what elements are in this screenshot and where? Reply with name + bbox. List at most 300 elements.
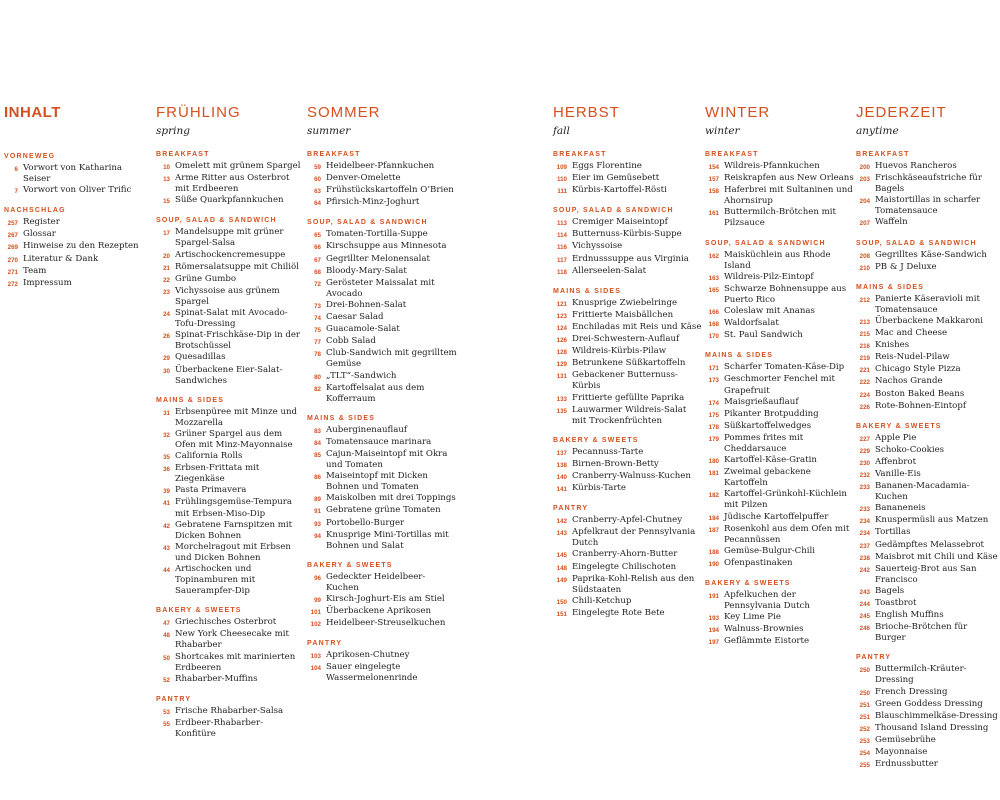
toc-entry[interactable] [705,467,855,489]
toc-entry[interactable] [705,397,855,409]
recipe-title: Allerseelen-Salat [572,265,647,276]
page-number: 270 [7,256,18,264]
toc-entry[interactable] [856,711,1000,723]
recipe-title: Aprikosen-Chutney [326,650,410,661]
toc-entry[interactable] [856,433,1000,445]
toc-entry[interactable] [307,493,457,505]
toc-entry[interactable] [553,527,703,549]
recipe-title: English Muffins [875,610,944,621]
page-number: 135 [556,407,567,415]
page-number: 148 [556,564,567,572]
recipe-title: New York Cheesecake mit Rhabarber [175,629,289,651]
page-number: 64 [314,200,321,208]
toc-entry[interactable] [307,241,457,253]
toc-entry[interactable] [307,662,457,684]
toc-entry[interactable] [856,515,1000,527]
toc-entry[interactable] [156,286,302,308]
recipe-title: Artischockencremesuppe [175,249,286,260]
section-heading: BAKERY & SWEETS [156,607,242,615]
toc-entry[interactable] [307,371,457,383]
page-number: 145 [556,552,567,560]
page-number: 204 [859,198,870,206]
recipe-title: Eier im Gemüsebett [572,173,660,184]
toc-entry[interactable] [856,552,1000,564]
toc-entry[interactable] [856,598,1000,610]
toc-entry[interactable] [156,718,302,740]
toc-entry[interactable] [307,606,457,618]
toc-entry[interactable] [705,433,855,455]
recipe-title: Pfirsich-Minz-Joghurt [326,197,420,208]
toc-entry[interactable] [156,352,302,364]
recipe-title: Vanille-Eis [875,468,921,479]
page-number: 233 [859,484,870,492]
page-number: 128 [556,349,567,357]
page-number: 103 [310,653,321,661]
toc-entry[interactable] [553,161,703,173]
toc-entry[interactable] [156,652,302,674]
toc-entry[interactable] [553,185,703,197]
chapter-heading: SOMMER [307,104,381,121]
toc-entry[interactable] [705,524,855,546]
recipe-title: Club-Sandwich mit gegrilltem Gemüse [326,348,457,370]
page-number: 221 [859,367,870,375]
recipe-title: Reiskrapfen aus New Orleans [724,173,854,184]
toc-entry[interactable] [4,163,144,185]
toc-entry[interactable] [856,610,1000,622]
toc-entry[interactable] [553,562,703,574]
recipe-title: Vorwort von Oliver Trific [23,185,132,196]
toc-entry[interactable] [307,572,457,594]
recipe-title: Kartoffel-Käse-Gratin [724,455,817,466]
toc-entry[interactable] [705,546,855,558]
toc-entry[interactable] [4,278,144,290]
toc-entry[interactable] [156,250,302,262]
toc-entry[interactable] [553,334,703,346]
page-number: 140 [556,473,567,481]
toc-entry[interactable] [856,340,1000,352]
toc-entry[interactable] [856,401,1000,413]
toc-entry[interactable] [856,735,1000,747]
toc-entry[interactable] [156,485,302,497]
page-number: 251 [859,713,870,721]
page-number: 190 [708,560,719,568]
page-number: 154 [708,164,719,171]
page-number: 17 [163,230,170,238]
recipe-title: Heidelbeer-Pfannkuchen [326,161,435,171]
toc-entry[interactable] [307,530,457,552]
toc-entry[interactable] [856,195,1000,217]
toc-entry[interactable] [705,318,855,330]
section-heading: BREAKFAST [553,151,607,158]
section-heading: PANTRY [553,505,589,513]
toc-entry[interactable] [705,590,855,612]
recipe-title: Caesar Salad [326,312,384,323]
recipe-title: Kartoffel-Grünkohl-Küchlein mit Pilzen [724,489,847,511]
toc-entry[interactable] [705,161,855,173]
toc-entry[interactable] [856,527,1000,539]
recipe-title: Affenbrot [875,456,917,467]
page-number: 162 [708,252,719,260]
toc-entry[interactable] [156,227,302,249]
toc-entry[interactable] [705,250,855,272]
toc-entry[interactable] [856,262,1000,274]
toc-entry[interactable] [856,586,1000,598]
recipe-title: Apfelkuchen der Pennsylvania Dutch [724,590,810,612]
toc-entry[interactable] [156,617,302,629]
toc-entry[interactable] [553,574,703,596]
page-number: 44 [163,567,170,574]
recipe-title: Knusprige Mini-Tortillas mit Bohnen und Salat [326,529,449,551]
toc-entry[interactable] [553,405,703,427]
page-number: 116 [557,244,567,252]
toc-entry[interactable] [156,451,302,463]
toc-entry[interactable] [307,425,457,437]
recipe-title: Frühstückskartoffeln O’Brien [326,185,454,196]
toc-entry[interactable] [553,266,703,278]
page-number: 255 [859,762,870,770]
toc-entry[interactable] [307,266,457,278]
section-heading: MAINS & SIDES [856,283,925,291]
toc-entry[interactable] [705,558,855,570]
page-number: 24 [163,311,170,319]
toc-entry[interactable] [856,481,1000,503]
toc-entry[interactable] [553,515,703,527]
toc-entry[interactable] [705,272,855,284]
toc-entry[interactable] [856,217,1000,229]
toc-entry[interactable] [307,348,457,370]
page-number: 207 [859,220,870,228]
toc-entry[interactable] [705,512,855,524]
toc-entry[interactable] [856,161,1000,173]
recipe-title: Maisbrot mit Chili und Käse [875,551,998,562]
toc-entry[interactable] [156,407,302,429]
toc-entry[interactable] [856,699,1000,711]
toc-entry[interactable] [307,336,457,348]
toc-column [307,104,457,685]
page-number: 158 [708,188,719,196]
toc-entry[interactable] [156,262,302,274]
chapter-subtitle: spring [156,125,190,137]
toc-entry[interactable] [705,636,855,648]
toc-entry[interactable] [156,497,302,519]
toc-entry[interactable] [705,185,855,207]
toc-entry[interactable] [156,330,302,352]
section-heading: SOUP, SALAD & SANDWICH [307,219,428,227]
toc-entry[interactable] [553,358,703,370]
page-number: 166 [708,309,719,317]
recipe-title: Grüner Spargel aus dem Ofen mit Minz-Mayonnaise [175,428,293,450]
recipe-title: Enchiladas mit Reis und Käse [572,321,702,332]
toc-entry[interactable] [856,328,1000,340]
page-number: 80 [314,373,321,381]
toc-entry[interactable] [307,518,457,530]
chapter-subtitle: winter [705,125,740,137]
page-number: 131 [556,373,567,381]
page-number: 96 [314,574,321,582]
recipe-title: Gerösteter Maissalat mit Avocado [326,277,435,299]
toc-entry[interactable] [156,195,302,207]
toc-entry[interactable] [856,723,1000,735]
page-number: 174 [708,399,719,407]
toc-entry[interactable] [307,300,457,312]
page-number: 253 [859,737,870,745]
page-number: 252 [859,725,870,733]
page-number: 124 [556,324,567,332]
page-number: 121 [556,300,567,308]
toc-entry[interactable] [705,409,855,421]
recipe-title: Gegrilltes Käse-Sandwich [875,249,987,260]
toc-entry[interactable] [307,471,457,493]
toc-entry[interactable] [553,229,703,241]
toc-entry[interactable] [856,294,1000,316]
toc-entry[interactable] [553,608,703,620]
toc-entry[interactable] [856,622,1000,644]
recipe-title: St. Paul Sandwich [724,330,803,341]
page-number: 234 [859,530,870,538]
recipe-title: PB & J Deluxe [875,261,937,272]
toc-entry[interactable] [4,266,144,278]
toc-entry[interactable] [156,429,302,451]
toc-entry[interactable] [553,370,703,392]
recipe-title: Vorwort von Katharina Seiser [23,163,122,185]
section-heading: PANTRY [307,640,343,648]
recipe-title: Grüne Gumbo [175,273,237,284]
toc-entry[interactable] [856,564,1000,586]
page-number: 66 [314,244,321,252]
recipe-title: Tomatensauce marinara [326,436,432,447]
page-number: 117 [557,256,567,264]
toc-entry[interactable] [553,471,703,483]
toc-entry[interactable] [553,217,703,229]
toc-entry[interactable] [705,330,855,342]
page-number: 203 [859,176,870,184]
page-number: 173 [708,377,719,385]
toc-entry[interactable] [307,505,457,517]
toc-entry[interactable] [156,520,302,542]
toc-entry[interactable] [307,650,457,662]
section-heading: MAINS & SIDES [553,287,622,295]
page-number: 187 [708,526,719,534]
toc-entry[interactable] [856,352,1000,364]
recipe-title: Knusprige Zwiebelringe [572,297,678,308]
recipe-title: Blauschimmelkäse-Dressing [875,710,998,721]
recipe-title: Chicago Style Pizza [875,364,961,375]
toc-entry[interactable] [156,173,302,195]
toc-entry[interactable] [705,306,855,318]
toc-entry[interactable] [705,173,855,185]
toc-entry[interactable] [156,564,302,597]
recipe-title: Pommes frites mit Cheddarsauce [724,432,804,454]
page-number: 232 [859,471,870,479]
toc-entry[interactable] [553,549,703,561]
recipe-title: Gebratene grüne Tomaten [326,505,441,516]
toc-entry[interactable] [553,483,703,495]
page-number: 215 [859,331,870,339]
toc-entry[interactable] [553,322,703,334]
page-number: 170 [708,333,719,341]
toc-entry[interactable] [856,540,1000,552]
toc-entry[interactable] [856,747,1000,759]
toc-entry[interactable] [856,503,1000,515]
toc-entry[interactable] [553,447,703,459]
toc-entry[interactable] [307,254,457,266]
section-heading: NACHSCHLAG [4,207,66,215]
toc-entry[interactable] [705,612,855,624]
recipe-title: Süße Quarkpfannkuchen [175,195,284,206]
page-number: 32 [163,431,170,439]
toc-entry[interactable] [705,362,855,374]
toc-entry[interactable] [856,316,1000,328]
toc-entry[interactable] [156,308,302,330]
toc-entry[interactable] [705,207,855,229]
page-number: 7 [14,188,18,196]
page-number: 250 [859,689,870,697]
recipe-title: Pasta Primavera [175,485,247,496]
page-number: 216 [859,343,870,351]
page-number: 191 [708,593,719,600]
toc-entry[interactable] [156,463,302,485]
toc-entry[interactable] [4,217,144,229]
toc-entry[interactable] [856,469,1000,481]
toc-entry[interactable] [4,241,144,253]
toc-entry[interactable] [307,197,457,209]
toc-entry[interactable] [307,278,457,300]
page-number: 21 [163,264,170,272]
recipe-title: Huevos Rancheros [875,161,957,171]
recipe-title: Gemüse-Bulgur-Chili [724,545,816,556]
toc-entry[interactable] [156,706,302,718]
toc-entry[interactable] [705,489,855,511]
recipe-title: Erdnussbutter [875,759,938,770]
toc-entry[interactable] [156,674,302,686]
toc-entry[interactable] [856,376,1000,388]
toc-entry[interactable] [553,346,703,358]
recipe-title: Maisküchlein aus Rhode Island [724,249,831,271]
section-heading: BREAKFAST [307,151,361,158]
recipe-title: Quesadillas [175,352,226,363]
toc-entry[interactable] [856,664,1000,686]
recipe-title: Gedämpftes Melassebrot [875,539,984,550]
recipe-title: Frühlingsgemüse-Tempura mit Erbsen-Miso-Dip [175,497,293,519]
page-number: 113 [557,220,567,228]
toc-entry[interactable] [553,393,703,405]
toc-entry[interactable] [307,173,457,185]
recipe-title: Coleslaw mit Ananas [724,306,815,317]
recipe-title: Green Goddess Dressing [875,698,983,709]
recipe-title: Cajun-Maiseintopf mit Okra und Tomaten [326,448,448,471]
section-heading: BREAKFAST [156,151,210,158]
toc-entry[interactable] [856,759,1000,771]
recipe-title: Boston Baked Beans [875,388,965,399]
section-heading: SOUP, SALAD & SANDWICH [705,239,826,247]
page-number: 180 [708,458,719,466]
section-heading: BAKERY & SWEETS [856,422,942,430]
toc-entry[interactable] [705,374,855,396]
page-number: 250 [859,667,870,675]
toc-entry[interactable] [307,185,457,197]
toc-entry[interactable] [156,365,302,387]
toc-entry[interactable] [856,364,1000,376]
recipe-title: Artischocken und Topinamburen mit Sauerampfer-Dip [175,564,256,597]
page-number: 272 [7,280,18,288]
toc-entry[interactable] [156,161,302,173]
recipe-title: Maistortillas in scharfer Tomatensauce [875,195,981,217]
toc-entry[interactable] [307,594,457,606]
toc-entry[interactable] [4,254,144,266]
recipe-title: Arme Ritter aus Osterbrot mit Erdbeeren [175,173,290,195]
toc-entry[interactable] [705,421,855,433]
toc-entry[interactable] [856,445,1000,457]
toc-entry[interactable] [553,459,703,471]
toc-entry[interactable] [705,455,855,467]
recipe-title: Wildreis-Pfannkuchen [724,161,820,171]
recipe-title: Gemüsebrühe [875,734,936,745]
toc-entry[interactable] [856,389,1000,401]
toc-entry[interactable] [856,687,1000,699]
toc-entry[interactable] [856,457,1000,469]
toc-entry[interactable] [553,596,703,608]
toc-entry[interactable] [307,383,457,405]
toc-entry[interactable] [307,229,457,241]
page-number: 23 [163,288,170,296]
recipe-title: Portobello-Burger [326,517,405,528]
page-number: 111 [557,188,567,196]
toc-entry[interactable] [856,173,1000,195]
toc-entry[interactable] [156,629,302,651]
toc-entry[interactable] [553,310,703,322]
toc-entry[interactable] [307,161,457,173]
recipe-title: Kirsch-Joghurt-Eis am Stiel [326,594,445,604]
toc-entry[interactable] [307,618,457,630]
toc-entry[interactable] [156,274,302,286]
page-number: 234 [859,518,870,526]
toc-entry[interactable] [307,437,457,449]
recipe-title: Schwarze Bohnensuppe aus Puerto Rico [724,283,847,305]
toc-entry[interactable] [553,173,703,185]
toc-entry[interactable] [856,250,1000,262]
toc-entry[interactable] [4,229,144,241]
page-number: 168 [708,321,719,329]
recipe-title: Süßkartoffelwedges [724,420,812,431]
recipe-title: Panierte Käseravioli mit Tomatensauce [875,293,980,315]
toc-entry[interactable] [553,254,703,266]
recipe-title: Denver-Omelette [326,173,401,184]
page-number: 269 [7,244,18,252]
toc-entry[interactable] [307,449,457,471]
recipe-title: Team [23,265,47,276]
recipe-title: Geschmorter Fenchel mit Grapefruit [724,374,835,396]
toc-entry[interactable] [553,241,703,253]
toc-entry[interactable] [553,298,703,310]
page-number: 6 [14,166,18,173]
toc-entry[interactable] [307,324,457,336]
recipe-title: Spinat-Frischkäse-Dip in der Brotschüssel [175,330,301,352]
page-number: 101 [310,609,321,617]
toc-entry[interactable] [4,185,144,197]
toc-entry[interactable] [307,312,457,324]
recipe-title: Pikanter Brotpudding [724,408,819,419]
recipe-title: Mac and Cheese [875,328,948,339]
recipe-title: „TLT“-Sandwich [326,370,397,381]
page-number: 10 [163,164,170,171]
toc-entry[interactable] [705,624,855,636]
recipe-title: Drei-Schwestern-Auflauf [572,334,680,345]
section-heading: VORNEWEG [4,153,56,160]
toc-entry[interactable] [156,542,302,564]
recipe-title: Cremiger Maiseintopf [572,217,668,228]
recipe-title: Wildreis-Kürbis-Pilaw [572,346,667,357]
toc-entry[interactable] [705,284,855,306]
